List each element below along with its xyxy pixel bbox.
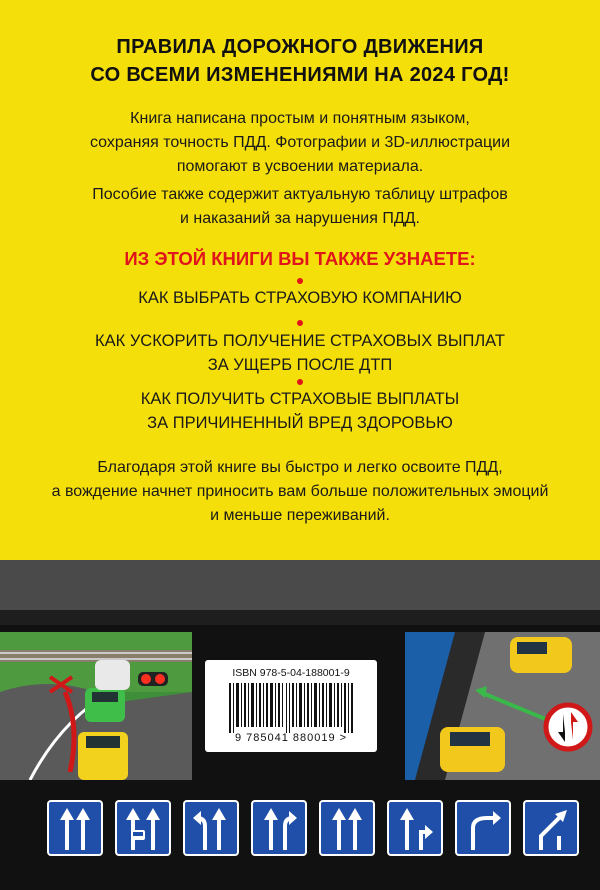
lane-split-icon bbox=[387, 800, 443, 856]
road-illustration bbox=[405, 632, 600, 780]
fines-line-1: Пособие также содержит актуальную таблицу штрафов bbox=[92, 186, 508, 203]
barcode-digits: 9 785041 880019 > bbox=[234, 732, 348, 744]
closing-line-1: Благодаря этой книге вы быстро и легко освоите ПДД, bbox=[97, 459, 503, 476]
lane-merge-icon bbox=[523, 800, 579, 856]
lane-turn-right-icon bbox=[455, 800, 511, 856]
list-item-2-line-1: КАК УСКОРИТЬ ПОЛУЧЕНИЕ СТРАХОВЫХ ВЫПЛАТ bbox=[95, 332, 505, 350]
lane-left-turn-icon bbox=[183, 800, 239, 856]
list-item-2-line-2: ЗА УЩЕРБ ПОСЛЕ ДТП bbox=[207, 356, 393, 374]
isbn-text: ISBN 978-5-04-188001-9 bbox=[232, 667, 350, 679]
closing-line-2: а вождение начнет приносить вам больше положительных эмоций bbox=[51, 483, 549, 500]
lane-straight-left-icon bbox=[47, 800, 103, 856]
bullet-dot bbox=[297, 379, 303, 385]
bullet-dot bbox=[297, 320, 303, 326]
lane-straight-icon bbox=[319, 800, 375, 856]
list-item-3-line-2: ЗА ПРИЧИНЕННЫЙ ВРЕД ЗДОРОВЬЮ bbox=[147, 414, 453, 432]
road-edge bbox=[0, 610, 600, 625]
lane-car-icon bbox=[115, 800, 171, 856]
list-item-1-line-1: КАК ВЫБРАТЬ СТРАХОВУЮ КОМПАНИЮ bbox=[138, 289, 462, 307]
intro-line-2: сохраняя точность ПДД. Фотографии и 3D-иллюстрации bbox=[89, 134, 511, 151]
railway-crossing-illustration bbox=[0, 632, 192, 780]
title-line-1: ПРАВИЛА ДОРОЖНОГО ДВИЖЕНИЯ bbox=[116, 36, 484, 58]
closing-line-3: и меньше переживаний. bbox=[210, 507, 390, 524]
intro-line-1: Книга написана простым и понятным языком, bbox=[130, 110, 470, 127]
barcode-panel bbox=[205, 660, 377, 752]
intro-line-3: помогают в усвоении материала. bbox=[176, 158, 424, 175]
learn-heading: ИЗ ЭТОЙ КНИГИ ВЫ ТАКЖЕ УЗНАЕТЕ: bbox=[124, 248, 476, 269]
road-illustration-svg bbox=[405, 632, 600, 780]
list-item-3-line-1: КАК ПОЛУЧИТЬ СТРАХОВЫЕ ВЫПЛАТЫ bbox=[140, 390, 460, 408]
title-line-2: СО ВСЕМИ ИЗМЕНЕНИЯМИ НА 2024 ГОД! bbox=[90, 64, 510, 86]
fines-line-2: и наказаний за нарушения ПДД. bbox=[180, 210, 420, 227]
lane-right-turn-icon bbox=[251, 800, 307, 856]
railway-crossing-svg bbox=[0, 632, 192, 780]
barcode-icon bbox=[229, 683, 353, 733]
bullet-dot bbox=[297, 278, 303, 284]
lane-signs-row bbox=[0, 800, 600, 860]
